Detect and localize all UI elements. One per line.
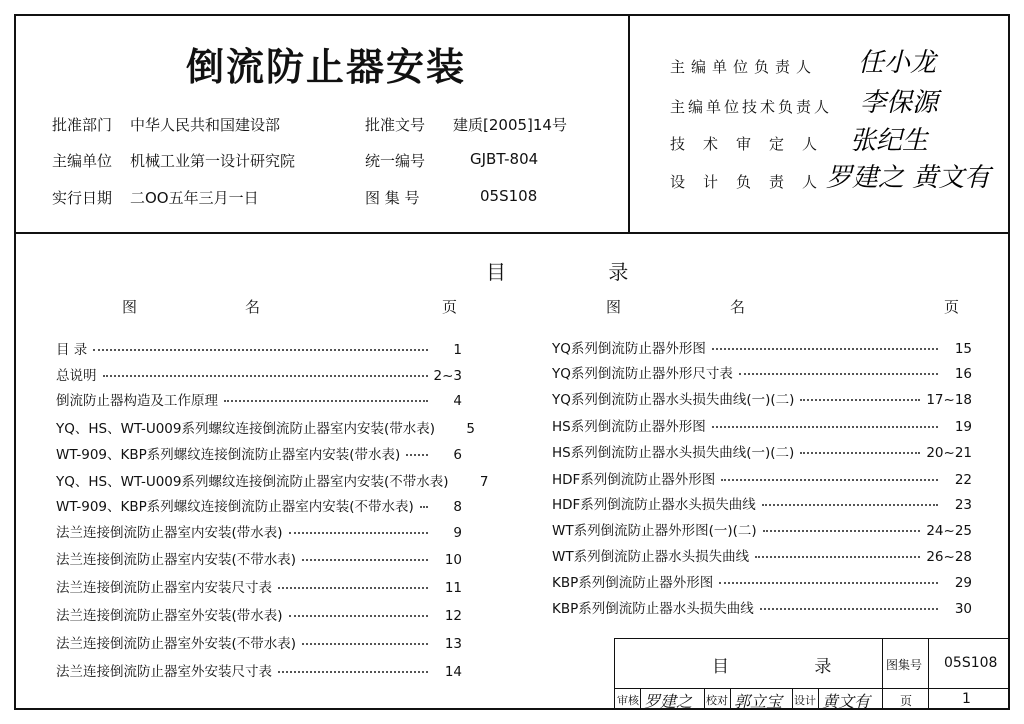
atlas-title: 倒流防止器安装: [186, 44, 467, 89]
meta-value: 中华人民共和国建设部: [130, 116, 281, 134]
toc-entry[interactable]: [56, 521, 462, 541]
check-label: 校对: [706, 694, 728, 707]
title-block-name: 目 录: [712, 657, 872, 677]
toc-entry[interactable]: [56, 338, 462, 358]
toc-entry-page: 9: [453, 525, 462, 541]
design-label: 设计: [794, 694, 816, 707]
role-label: 技术审定人: [670, 135, 836, 153]
meta-label: 图 集 号: [365, 189, 420, 207]
toc-entry[interactable]: [56, 364, 462, 384]
leader-dots: [760, 608, 938, 610]
toc-entry-title: 法兰连接倒流防止器室外安装(不带水表): [56, 636, 297, 652]
page-number: 1: [962, 691, 971, 707]
title-block-divider: [704, 688, 705, 710]
meta-label: 实行日期: [52, 189, 113, 207]
leader-dots: [800, 452, 920, 454]
meta-label: 批准部门: [52, 116, 113, 134]
toc-entry-title: 法兰连接倒流防止器室内安装(不带水表): [56, 552, 297, 568]
leader-dots: [719, 582, 938, 584]
title-block-divider: [882, 638, 883, 710]
toc-entry[interactable]: [56, 443, 462, 463]
toc-entry-title: 总说明: [56, 368, 97, 384]
atlas-number-label: 图集号: [886, 658, 923, 672]
toc-entry[interactable]: [56, 548, 462, 568]
toc-entry[interactable]: [552, 571, 972, 591]
toc-entry-title: HS系列倒流防止器外形图: [552, 419, 706, 435]
toc-entry-title: 倒流防止器构造及工作原理: [56, 393, 218, 409]
toc-entry-title: 法兰连接倒流防止器室外安装尺寸表: [56, 664, 272, 680]
toc-entry-title: 法兰连接倒流防止器室内安装尺寸表: [56, 580, 272, 596]
title-block-divider: [818, 688, 819, 710]
col-title-ye: 页: [944, 298, 960, 316]
toc-entry-title: WT系列倒流防止器水头损失曲线: [552, 549, 750, 565]
toc-entry[interactable]: [552, 415, 972, 435]
toc-entry-title: WT-909、KBP系列螺纹连接倒流防止器室内安装(带水表): [56, 447, 401, 463]
role-label: 主编单位负责人: [670, 58, 818, 76]
leader-dots: [712, 426, 938, 428]
leader-dots: [289, 615, 428, 617]
toc-entry-title: HDF系列倒流防止器外形图: [552, 472, 716, 488]
leader-dots: [224, 400, 428, 402]
signature: 李保源: [860, 88, 939, 118]
design-signature: 黄文有: [822, 692, 871, 711]
toc-entry-title: YQ、HS、WT-U009系列螺纹连接倒流防止器室内安装(不带水表): [56, 474, 449, 490]
leader-dots: [739, 373, 938, 375]
toc-entry-title: HS系列倒流防止器水头损失曲线(一)(二): [552, 445, 795, 461]
toc-entry-title: WT系列倒流防止器外形图(一)(二): [552, 523, 757, 539]
toc-entry-page: 2~3: [433, 368, 462, 384]
leader-dots: [762, 504, 938, 506]
title-block-top: [614, 638, 1010, 639]
toc-heading: 目 录: [486, 260, 677, 284]
col-title-tu: 图: [122, 298, 138, 316]
meta-label: 统一编号: [365, 152, 426, 170]
toc-entry[interactable]: [56, 389, 462, 409]
signature: 张纪生: [850, 126, 929, 156]
atlas-number: 05S108: [944, 655, 998, 671]
title-block-divider: [640, 688, 641, 710]
toc-entry[interactable]: [56, 604, 462, 624]
leader-dots: [406, 454, 428, 456]
toc-entry[interactable]: [552, 441, 972, 461]
toc-entry-page: 5: [466, 421, 476, 437]
review-label: 审核: [617, 694, 639, 707]
signature: 罗建之 黄文有: [826, 163, 991, 193]
leader-dots: [800, 399, 920, 401]
leader-dots: [302, 643, 428, 645]
leader-dots: [712, 348, 938, 350]
meta-label: 批准文号: [365, 116, 426, 134]
title-block-divider: [792, 688, 793, 710]
toc-entry-title: KBP系列倒流防止器水头损失曲线: [552, 601, 754, 617]
leader-dots: [289, 532, 428, 534]
toc-entry-page: 26~28: [926, 549, 972, 565]
toc-entry-title: 法兰连接倒流防止器室外安装(带水表): [56, 608, 283, 624]
toc-entry-page: 30: [954, 601, 972, 617]
toc-entry-title: YQ系列倒流防止器水头损失曲线(一)(二): [552, 392, 795, 408]
toc-entry-page: 20~21: [926, 445, 972, 461]
toc-entry[interactable]: [56, 417, 476, 437]
toc-entry-page: 19: [954, 419, 972, 435]
meta-value: GJBT-804: [470, 150, 539, 168]
toc-entry-page: 29: [954, 575, 972, 591]
header-divider: [14, 232, 1010, 234]
toc-entry-page: 4: [453, 393, 462, 409]
toc-entry-page: 7: [479, 474, 489, 490]
toc-entry-title: YQ系列倒流防止器外形尺寸表: [552, 366, 733, 382]
col-title-tu: 图: [606, 298, 622, 316]
toc-entry-page: 15: [954, 341, 972, 357]
meta-value: 建质[2005]14号: [453, 116, 567, 134]
check-signature: 郭立宝: [734, 692, 783, 711]
toc-entry-page: 16: [954, 366, 972, 382]
col-title-ming: 名: [245, 298, 261, 316]
col-title-ye: 页: [442, 298, 458, 316]
meta-value: 05S108: [480, 187, 538, 205]
toc-entry-title: WT-909、KBP系列螺纹连接倒流防止器室内安装(不带水表): [56, 499, 414, 515]
page-label: 页: [900, 694, 913, 708]
toc-entry[interactable]: [552, 362, 972, 382]
review-signature: 罗建之: [644, 692, 693, 711]
title-block-left: [614, 638, 615, 710]
toc-entry-title: 目 录: [56, 342, 88, 358]
toc-entry[interactable]: [56, 632, 462, 652]
toc-entry-title: HDF系列倒流防止器水头损失曲线: [552, 497, 756, 513]
leader-dots: [721, 479, 938, 481]
toc-entry-title: YQ系列倒流防止器外形图: [552, 341, 706, 357]
toc-entry[interactable]: [56, 660, 462, 680]
leader-dots: [278, 587, 428, 589]
toc-entry-page: 12: [444, 608, 462, 624]
leader-dots: [278, 671, 428, 673]
toc-entry-page: 8: [453, 499, 462, 515]
leader-dots: [93, 349, 428, 351]
toc-entry[interactable]: [552, 388, 972, 408]
toc-entry-page: 14: [444, 664, 462, 680]
meta-value: 机械工业第一设计研究院: [130, 152, 296, 170]
header-split: [628, 14, 630, 232]
toc-entry-page: 10: [444, 552, 462, 568]
leader-dots: [763, 530, 921, 532]
title-block-divider: [928, 638, 929, 710]
toc-entry-page: 24~25: [926, 523, 972, 539]
role-label: 设计负责人: [670, 173, 836, 191]
meta-value: 二OO五年三月一日: [130, 189, 259, 207]
leader-dots: [103, 375, 428, 377]
toc-entry[interactable]: [56, 495, 462, 515]
toc-entry[interactable]: [552, 468, 972, 488]
toc-entry[interactable]: [552, 519, 972, 539]
toc-entry-title: KBP系列倒流防止器外形图: [552, 575, 714, 591]
toc-entry[interactable]: [552, 545, 972, 565]
toc-entry[interactable]: [552, 337, 972, 357]
toc-entry[interactable]: [552, 597, 972, 617]
toc-entry-page: 23: [954, 497, 972, 513]
signature: 任小龙: [858, 48, 937, 78]
leader-dots: [420, 506, 428, 508]
toc-entry[interactable]: [56, 576, 462, 596]
toc-entry-page: 11: [444, 580, 462, 596]
toc-entry-title: 法兰连接倒流防止器室内安装(带水表): [56, 525, 283, 541]
toc-entry[interactable]: [56, 470, 489, 490]
toc-entry-page: 17~18: [926, 392, 972, 408]
toc-entry-page: 22: [954, 472, 972, 488]
toc-entry-page: 13: [444, 636, 462, 652]
toc-entry-page: 6: [453, 447, 462, 463]
leader-dots: [302, 559, 428, 561]
toc-entry-page: 1: [453, 342, 462, 358]
role-label: 主编单位技术负责人: [670, 98, 833, 116]
col-title-ming: 名: [730, 298, 746, 316]
toc-entry-title: YQ、HS、WT-U009系列螺纹连接倒流防止器室内安装(带水表): [56, 421, 436, 437]
title-block-divider: [730, 688, 731, 710]
leader-dots: [755, 556, 920, 558]
toc-entry[interactable]: [552, 493, 972, 513]
meta-label: 主编单位: [52, 152, 113, 170]
